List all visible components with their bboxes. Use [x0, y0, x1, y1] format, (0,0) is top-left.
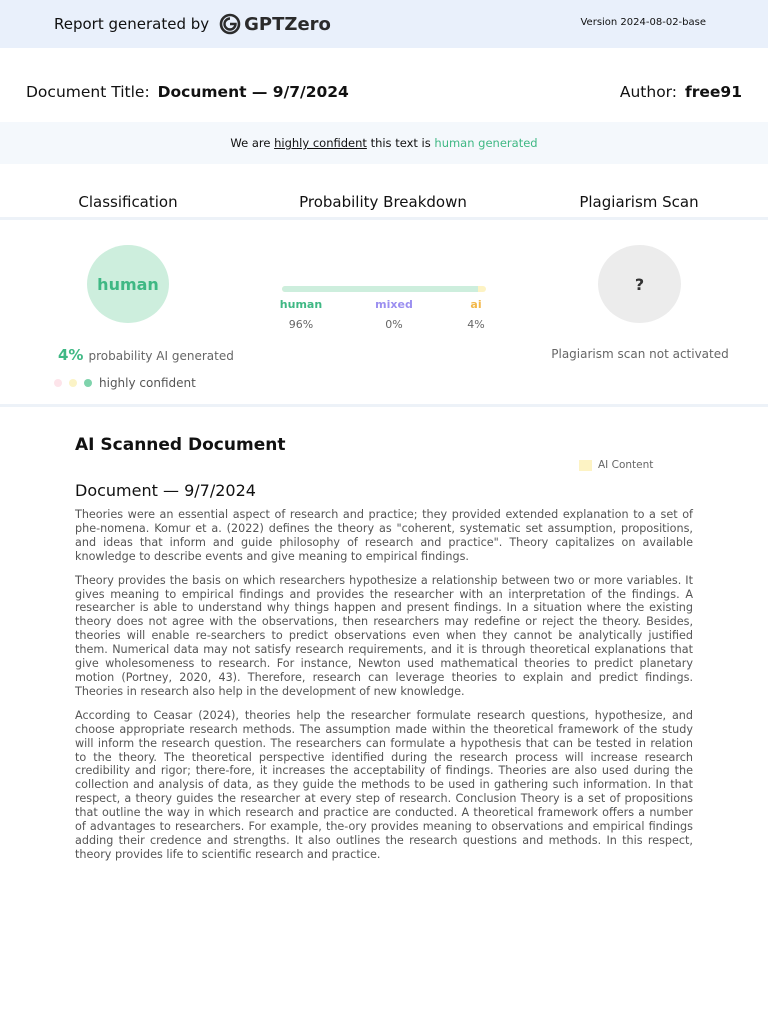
author-group: [620, 83, 742, 101]
mixed-label: mixed: [375, 298, 413, 311]
paragraph: Theory provides the basis on which researchers hypothesize a relationship between two or more variables. It gives meaning to empirical findings and provides the researcher with an interpretation of the findings. A researcher is able to understand why things happen and present findings. In a situation where the existing theory does not agree with the observations, then researchers may redefine or reject the theory. Besides, theories will enable re-searchers to predict observations even when they cannot be analytically justified them. Numerical data may not satisfy research requirements, and it is through theoretical explanations that give wholesomeness to research. For instance, Newton used mathematical theories to predict planetary motion (Portney, 2020, 43). Therefore, research can leverage theories to explain and predict findings. Theories in research also help in the development of new knowledge.: [75, 573, 693, 698]
brand: [54, 13, 331, 35]
report-header: [0, 0, 768, 48]
ai-probability-text: probability AI generated: [88, 349, 234, 363]
human-value: 96%: [288, 318, 314, 331]
probability-bar: [282, 286, 486, 292]
brand-prefix: Report generated by: [54, 15, 210, 33]
mixed-value: 0%: [385, 318, 403, 331]
plagiarism-badge: [598, 245, 681, 323]
confidence-indicator: [54, 376, 196, 390]
confidence-dot-low: [54, 379, 62, 387]
ai-probability: [58, 346, 234, 364]
ai-label: ai: [470, 298, 482, 311]
plagiarism-heading: Plagiarism Scan: [579, 193, 699, 211]
legend-swatch: [579, 460, 592, 471]
ai-content-legend: [579, 459, 653, 471]
gptzero-logo-icon: [219, 13, 241, 35]
banner-confidence: highly confident: [274, 136, 367, 150]
legend-label: AI Content: [598, 459, 654, 471]
divider: [0, 404, 768, 407]
author-label: Author:: [619, 83, 678, 101]
plagiarism-note: Plagiarism scan not activated: [551, 347, 729, 361]
confidence-text: highly confident: [99, 376, 196, 390]
document-title: Document — 9/7/2024: [157, 83, 349, 101]
classification-badge: [87, 245, 169, 323]
divider: [0, 217, 768, 220]
banner-verdict: human generated: [434, 136, 538, 150]
author-name: free91: [685, 83, 742, 101]
logo-name: GPTZero: [244, 13, 331, 35]
document-info: [26, 83, 742, 101]
classification-label: human: [97, 274, 159, 294]
document-heading: Document — 9/7/2024: [75, 481, 256, 500]
confidence-dot-high: [84, 379, 92, 387]
ai-percent: 4%: [58, 346, 84, 364]
classification-heading: Classification: [78, 193, 178, 211]
probability-heading: Probability Breakdown: [299, 193, 467, 211]
scanned-document-title: AI Scanned Document: [75, 435, 286, 455]
paragraph: According to Ceasar (2024), theories help the researcher formulate research questions, hypothesize, and choose appropriate research methods. The assumption made within the theoretical framework of the study will inform the research question. The researchers can formulate a hypothesis that can be tested in relation to the theory. The theoretical perspective identified during the research process will increase research credibility and rigor; there-fore, it increases the acceptability of findings. Theories are also used during the collection and analysis of data, as they guide the methods to be used in gathering such information. In that respect, a theory guides the researcher at every step of research. Conclusion Theory is a set of propositions that outline the way in which research and practice are conducted. A theoretical framework offers a number of advantages to researchers. For example, the-ory provides meaning to observations and empirical findings adding their credence and strengths. It also outlines the research questions and methods. In this respect, theory provides life to scientific research and practice.: [75, 708, 693, 861]
document-body: [75, 508, 693, 872]
confidence-dot-medium: [69, 379, 77, 387]
plagiarism-symbol: ?: [634, 274, 645, 294]
confidence-banner: [0, 122, 768, 164]
version-label: Version 2024-08-02-base: [580, 17, 706, 28]
gptzero-logo: [219, 13, 331, 35]
document-title-label: Document Title:: [26, 83, 150, 101]
probability-bar-human-fill: [282, 286, 478, 292]
banner-prefix: We are: [230, 136, 271, 150]
document-title-group: [26, 83, 349, 101]
human-label: human: [279, 298, 323, 311]
banner-middle: this text is: [370, 136, 431, 150]
paragraph: Theories were an essential aspect of research and practice; they provided extended explanation to a set of phe-nomena. Komur et a. (2022) defines the theory as "coherent, systematic set assumption, propositions, and ideas that inform and guide philosophy of research and practice". Theory capitalizes on available knowledge to describe events and give meaning to empirical findings.: [75, 508, 693, 563]
ai-value: 4%: [467, 318, 485, 331]
